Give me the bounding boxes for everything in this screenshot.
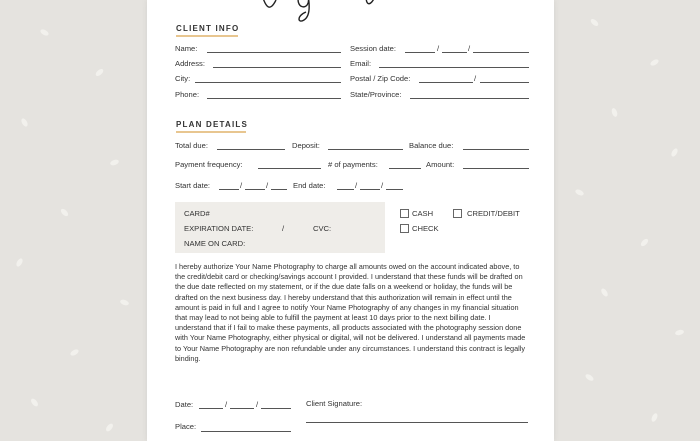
postal-code-slash: / — [474, 74, 477, 83]
start-date-slash: / — [240, 181, 243, 190]
session-date-month-field[interactable] — [405, 52, 435, 53]
signature-date-slash: / — [225, 400, 228, 409]
total-due-label: Total due: — [175, 141, 208, 150]
signature-date-slash: / — [256, 400, 259, 409]
phone-field[interactable] — [207, 98, 341, 99]
signature-date-month-field[interactable] — [199, 408, 223, 409]
address-label: Address: — [175, 59, 205, 68]
name-label: Name: — [175, 44, 198, 53]
cash-label: CASH — [412, 209, 434, 218]
deposit-label: Deposit: — [292, 141, 320, 150]
cvc-label: CVC: — [313, 224, 332, 233]
client-signature-label: Client Signature: — [306, 399, 363, 408]
amount-label: Amount: — [426, 160, 455, 169]
check-checkbox[interactable] — [400, 224, 409, 233]
session-date-year-field[interactable] — [473, 52, 529, 53]
end-date-month-field[interactable] — [337, 189, 354, 190]
check-label: CHECK — [412, 224, 439, 233]
place-label: Place: — [175, 422, 197, 431]
script-heading-decoration — [252, 0, 402, 30]
signature-date-year-field[interactable] — [261, 408, 291, 409]
address-field[interactable] — [213, 67, 341, 68]
state-field[interactable] — [410, 98, 529, 99]
plan-details-underline — [176, 131, 246, 133]
balance-due-field[interactable] — [463, 149, 529, 150]
name-field[interactable] — [207, 52, 341, 53]
authorization-paragraph: I hereby authorize Your Name Photography to charge all amounts owed on the account indicated above, to the credit/debit card or checking/savings account I provided. I understand that these funds will be drafted on the due date reflected on my statement, or if the due date falls on a weekend or holiday, the funds will be drafted on the next business day. I hereby understand that this authorization will remain in effect until the amount is paid in full and I agree to notify Your Name Photography of any changes in my financial situation that may lead to not being able to fulfill the payment at least 10 days prior to the next billing date. I understand that if I fail to make these payments, all products associated with the photography session done with Your Name Photography, either physical or digital, will not be delivered. I understand all payments made to Your Name Photography are non refundable under any circumstances. I understand this contract is legally binding. — [175, 262, 526, 363]
credit-debit-checkbox[interactable] — [453, 209, 462, 218]
client-info-underline — [176, 35, 238, 37]
session-date-slash: / — [437, 44, 440, 53]
postal-code-field-1[interactable] — [419, 82, 473, 83]
client-info-title: CLIENT INFO — [176, 24, 240, 33]
payment-frequency-field[interactable] — [258, 168, 321, 169]
deposit-field[interactable] — [328, 149, 403, 150]
state-label: State/Province: — [350, 90, 402, 99]
city-label: City: — [175, 74, 191, 83]
total-due-field[interactable] — [217, 149, 285, 150]
start-date-day-field[interactable] — [245, 189, 265, 190]
start-date-label: Start date: — [175, 181, 211, 190]
client-signature-field[interactable] — [306, 422, 528, 423]
email-label: Email: — [350, 59, 372, 68]
num-payments-label: # of payments: — [328, 160, 378, 169]
session-date-slash: / — [468, 44, 471, 53]
invoice-sheet — [147, 0, 554, 441]
start-date-year-field[interactable] — [271, 189, 287, 190]
phone-label: Phone: — [175, 90, 200, 99]
end-date-day-field[interactable] — [360, 189, 380, 190]
signature-date-label: Date: — [175, 400, 194, 409]
postal-code-label: Postal / Zip Code: — [350, 74, 411, 83]
city-field[interactable] — [195, 82, 341, 83]
end-date-year-field[interactable] — [386, 189, 403, 190]
signature-date-day-field[interactable] — [230, 408, 254, 409]
start-date-month-field[interactable] — [219, 189, 239, 190]
place-field[interactable] — [201, 431, 291, 432]
credit-debit-label: CREDIT/DEBIT — [467, 209, 520, 218]
session-date-label: Session date: — [350, 44, 397, 53]
plan-details-title: PLAN DETAILS — [176, 120, 249, 129]
expiration-date-slash: / — [282, 224, 285, 233]
num-payments-field[interactable] — [389, 168, 421, 169]
balance-due-label: Balance due: — [409, 141, 454, 150]
end-date-slash: / — [381, 181, 384, 190]
cash-checkbox[interactable] — [400, 209, 409, 218]
name-on-card-label: NAME ON CARD: — [184, 239, 246, 248]
email-field[interactable] — [379, 67, 529, 68]
session-date-day-field[interactable] — [442, 52, 467, 53]
start-date-slash: / — [266, 181, 269, 190]
end-date-slash: / — [355, 181, 358, 190]
payment-frequency-label: Payment frequency: — [175, 160, 243, 169]
expiration-date-label: EXPIRATION DATE: — [184, 224, 254, 233]
end-date-label: End date: — [293, 181, 326, 190]
card-number-label: CARD# — [184, 209, 210, 218]
amount-field[interactable] — [463, 168, 529, 169]
postal-code-field-2[interactable] — [480, 82, 529, 83]
